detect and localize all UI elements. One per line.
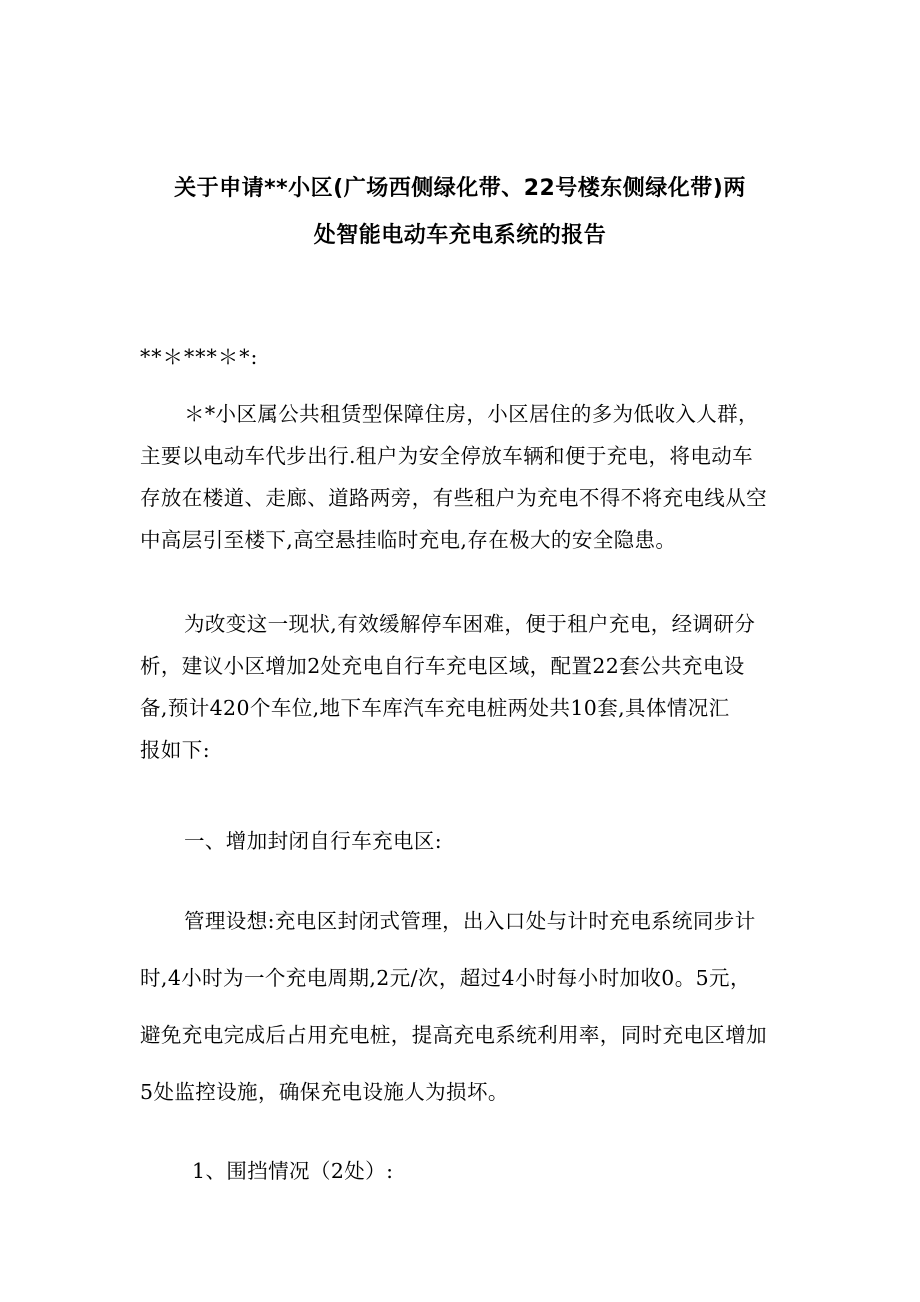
paragraph-line: 5处监控设施，确保充电设施人为损坏。 <box>140 1080 509 1104</box>
title-line-1: 关于申请**小区(广场西侧绿化带、22号楼东侧绿化带)两 <box>174 176 746 201</box>
paragraph-line: 备,预计420个车位,地下车库汽车充电桩两处共10套,具体情况汇 <box>140 696 730 720</box>
paragraph-proposal <box>140 603 784 771</box>
document-title <box>130 165 790 259</box>
paragraph-line: 析，建议小区增加2处充电自行车充电区域，配置22套公共充电设 <box>140 654 745 678</box>
title-line-2: 处智能电动车充电系统的报告 <box>313 223 607 248</box>
paragraph-background <box>140 393 784 561</box>
paragraph-line: 中高层引至楼下,高空悬挂临时充电,存在极大的安全隐患。 <box>140 528 677 552</box>
paragraph-line: 为改变这一现状,有效缓解停车困难，便于租户充电，经调研分 <box>184 612 756 636</box>
salutation: **＊***＊*: <box>140 345 259 369</box>
paragraph-line: 主要以电动车代步出行.租户为安全停放车辆和便于充电，将电动车 <box>140 444 754 468</box>
paragraph-line: ＊*小区属公共租赁型保障住房，小区居住的多为低收入人群， <box>184 402 759 426</box>
paragraph-line: 报如下: <box>140 738 211 762</box>
section-heading-1: 一、增加封闭自行车充电区: <box>184 829 443 853</box>
paragraph-line: 存放在楼道、走廊、道路两旁，有些租户为充电不得不将充电线从空 <box>140 486 767 510</box>
paragraph-line: 管理设想:充电区封闭式管理，出入口处与计时充电系统同步计 <box>184 909 756 933</box>
paragraph-line: 避免充电完成后占用充电桩，提高充电系统利用率，同时充电区增加 <box>140 1023 767 1047</box>
paragraph-management <box>140 893 784 1121</box>
paragraph-line: 时,4小时为一个充电周期,2元/次，超过4小时每小时加收0。5元， <box>140 966 751 990</box>
subsection-heading-1: 1、围挡情况（2处）: <box>192 1159 394 1183</box>
